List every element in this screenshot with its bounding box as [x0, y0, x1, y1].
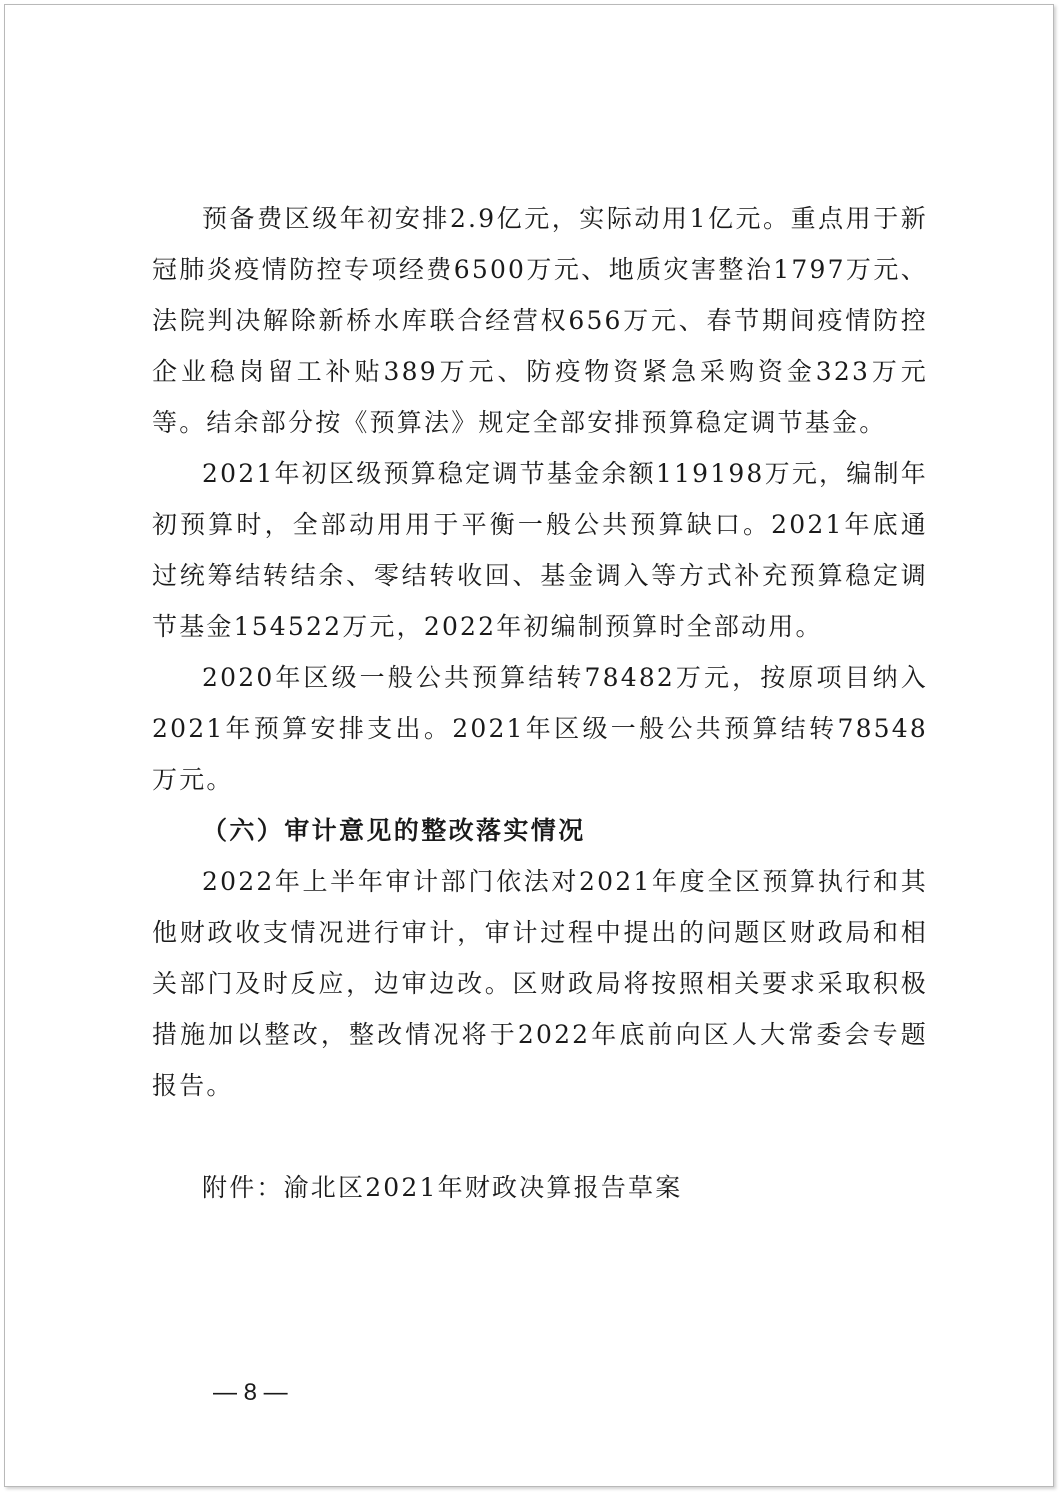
section-heading: （六）审计意见的整改落实情况	[202, 816, 586, 845]
document-body	[152, 193, 928, 1213]
page-number: — 8 —	[213, 1379, 288, 1406]
document-page	[4, 4, 1054, 1487]
attachment-line: 附件：渝北区2021年财政决算报告草案	[202, 1173, 683, 1202]
paragraph-carryover: 2020年区级一般公共预算结转78482万元，按原项目纳入2021年预算安排支出。2021年区级一般公共预算结转78548万元。	[152, 663, 928, 794]
paragraph-audit: 2022年上半年审计部门依法对2021年度全区预算执行和其他财政收支情况进行审计，审计过程中提出的问题区财政局和相关部门及时反应，边审边改。区财政局将按照相关要求采取积极措施加以整改，整改情况将于2022年底前向区人大常委会专题报告。	[152, 867, 928, 1100]
paragraph-reserve-fund: 预备费区级年初安排2.9亿元，实际动用1亿元。重点用于新冠肺炎疫情防控专项经费6500万元、地质灾害整治1797万元、法院判决解除新桥水库联合经营权656万元、春节期间疫情防控企业稳岗留工补贴389万元、防疫物资紧急采购资金323万元等。结余部分按《预算法》规定全部安排预算稳定调节基金。	[152, 204, 928, 437]
paragraph-stabilization-fund: 2021年初区级预算稳定调节基金余额119198万元，编制年初预算时，全部动用用于平衡一般公共预算缺口。2021年底通过统筹结转结余、零结转收回、基金调入等方式补充预算稳定调节基金154522万元，2022年初编制预算时全部动用。	[152, 459, 928, 641]
